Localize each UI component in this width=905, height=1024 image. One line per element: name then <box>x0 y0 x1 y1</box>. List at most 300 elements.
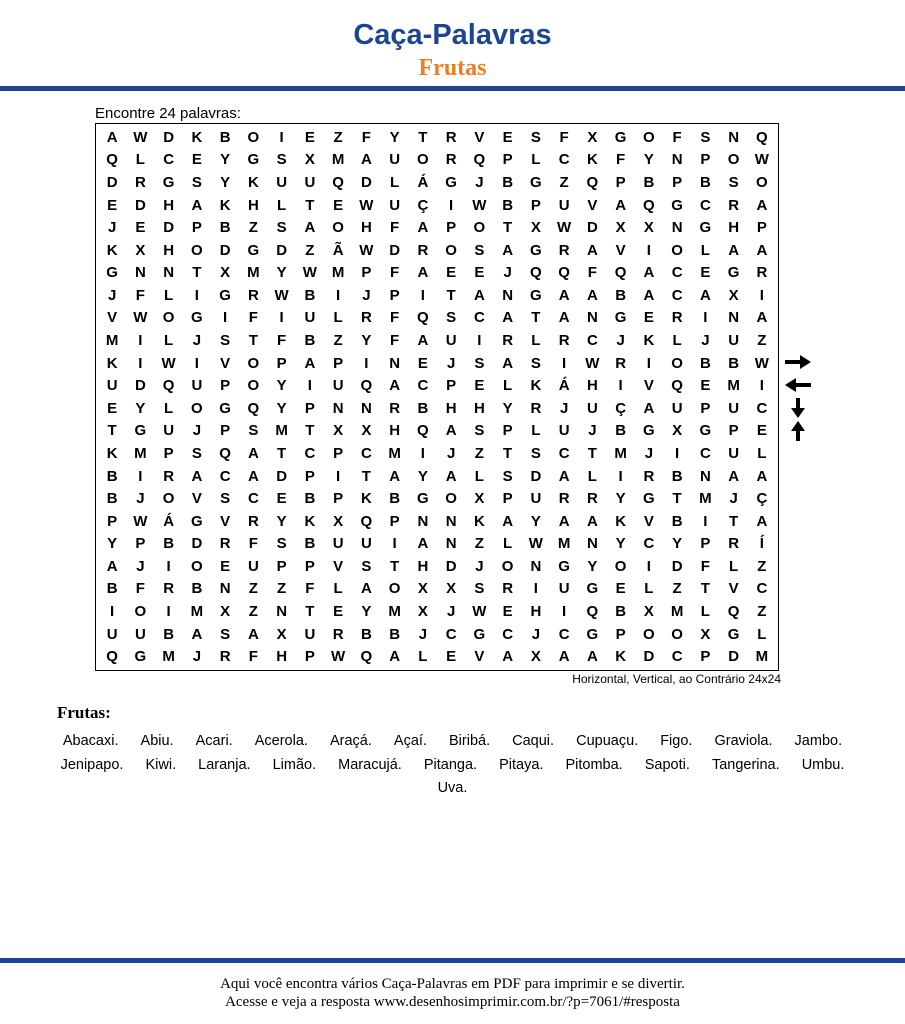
grid-cell: R <box>502 580 514 598</box>
grid-cell: U <box>530 490 542 508</box>
grid-cell: U <box>558 422 570 440</box>
grid-cell: S <box>191 173 202 191</box>
grid-cell: Z <box>672 580 682 598</box>
grid-cell: R <box>219 648 231 666</box>
grid-cell: Z <box>248 219 258 237</box>
grid-cell: X <box>728 286 739 304</box>
grid-cell: U <box>671 399 683 417</box>
grid-cell: I <box>336 286 341 304</box>
word-list <box>40 730 865 801</box>
grid-cell: A <box>558 467 570 485</box>
grid-cell: X <box>587 128 598 146</box>
grid-cell: A <box>728 467 740 485</box>
grid-cell: F <box>390 309 400 327</box>
grid-cell: K <box>643 332 655 350</box>
grid-cell: Á <box>417 173 429 191</box>
grid-cell: W <box>133 309 148 327</box>
grid-cell: C <box>417 377 429 395</box>
grid-cell: S <box>446 309 457 327</box>
grid-cell: J <box>559 399 569 417</box>
grid-cell: Y <box>276 377 287 395</box>
grid-cell: O <box>643 128 655 146</box>
grid-cell: G <box>643 490 655 508</box>
grid-cell: X <box>474 490 485 508</box>
word-list-item: Biribá. <box>449 733 491 749</box>
grid-cell: R <box>756 264 768 282</box>
grid-cell: J <box>475 173 484 191</box>
grid-cell: F <box>672 128 682 146</box>
grid-cell: Y <box>615 490 626 508</box>
grid-cell: O <box>727 151 740 169</box>
grid-cell: X <box>135 241 146 259</box>
grid-cell: U <box>728 399 740 417</box>
grid-cell: L <box>672 332 682 350</box>
grid-cell: O <box>671 241 683 259</box>
grid-cell: H <box>360 219 372 237</box>
grid-cell: M <box>670 603 684 621</box>
grid-cell: D <box>530 467 542 485</box>
grid-cell: K <box>615 512 627 530</box>
grid-cell: U <box>134 625 146 643</box>
grid-cell: J <box>588 422 597 440</box>
word-list-item: Acari. <box>195 733 233 749</box>
puzzle-instruction: Encontre 24 palavras: <box>95 105 241 122</box>
grid-cell: I <box>618 467 623 485</box>
grid-cell: P <box>756 219 767 237</box>
grid-cell: V <box>728 580 739 598</box>
grid-cell: G <box>614 128 627 146</box>
grid-cell: G <box>219 286 231 304</box>
grid-cell: N <box>163 264 175 282</box>
grid-cell: J <box>107 286 117 304</box>
grid-cell: J <box>446 444 456 462</box>
grid-cell: I <box>420 444 425 462</box>
grid-cell: C <box>247 490 259 508</box>
grid-cell: J <box>136 557 145 575</box>
grid-cell: A <box>586 512 598 530</box>
grid-cell: I <box>477 332 482 350</box>
grid-cell: S <box>502 467 513 485</box>
grid-cell: C <box>756 580 768 598</box>
grid-cell: P <box>163 444 174 462</box>
grid-cell: F <box>390 219 400 237</box>
grid-cell: R <box>247 512 259 530</box>
grid-cell: O <box>191 241 203 259</box>
grid-cell: P <box>700 399 711 417</box>
grid-cell: I <box>646 354 651 372</box>
grid-cell: U <box>360 535 372 553</box>
grid-cell: Q <box>417 309 429 327</box>
grid-cell: O <box>332 219 344 237</box>
grid-cell: P <box>502 422 513 440</box>
grid-cell: F <box>277 332 287 350</box>
grid-cell: X <box>220 603 231 621</box>
grid-cell: I <box>166 557 171 575</box>
grid-cell: I <box>392 535 397 553</box>
grid-cell: N <box>671 151 683 169</box>
grid-cell: X <box>304 151 315 169</box>
grid-cell: U <box>106 625 118 643</box>
grid-cell: H <box>417 557 429 575</box>
grid-cell: W <box>528 535 543 553</box>
grid-cell: W <box>274 286 289 304</box>
grid-cell: O <box>756 173 768 191</box>
grid-cell: G <box>191 309 203 327</box>
grid-cell: E <box>700 264 711 282</box>
grid-cell: B <box>106 467 118 485</box>
footer-line-2: Acesse e veja a resposta www.desenhosimprimir.com.br/?p=7061/#resposta <box>225 994 680 1010</box>
grid-cell: W <box>359 196 374 214</box>
grid-cell: A <box>756 196 768 214</box>
grid-cell: P <box>304 467 315 485</box>
grid-cell: Q <box>614 264 627 282</box>
grid-cell: Y <box>615 535 626 553</box>
grid-cell: Q <box>586 173 599 191</box>
grid-cell: V <box>643 377 654 395</box>
grid-cell: D <box>671 557 683 575</box>
word-list-item: Graviola. <box>714 733 773 749</box>
grid-cell: K <box>106 354 118 372</box>
grid-cell: P <box>304 648 315 666</box>
grid-cell: F <box>700 557 710 575</box>
grid-cell: A <box>756 241 768 259</box>
grid-cell: M <box>275 422 288 440</box>
grid-cell: N <box>445 535 457 553</box>
grid-cell: Á <box>163 512 175 530</box>
grid-cell: Q <box>360 648 373 666</box>
grid-cell: C <box>304 444 316 462</box>
grid-cell: E <box>756 422 767 440</box>
grid-cell: B <box>389 490 401 508</box>
grid-cell: U <box>247 557 259 575</box>
grid-cell: O <box>473 219 486 237</box>
grid-cell: O <box>614 557 627 575</box>
grid-cell: L <box>757 444 767 462</box>
grid-cell: G <box>191 512 203 530</box>
grid-cell: D <box>643 648 655 666</box>
grid-cell: Z <box>559 173 569 191</box>
grid-cell: L <box>757 625 767 643</box>
grid-cell: H <box>586 377 598 395</box>
grid-cell: L <box>164 399 174 417</box>
grid-cell: Z <box>757 557 767 575</box>
grid-cell: C <box>671 648 683 666</box>
grid-cell: U <box>586 399 598 417</box>
grid-cell: F <box>390 332 400 350</box>
grid-cell: Á <box>558 377 570 395</box>
grid-cell: F <box>559 128 569 146</box>
grid-cell: S <box>276 151 287 169</box>
grid-cell: L <box>729 557 739 575</box>
word-list-item: Caqui. <box>512 733 555 749</box>
grid-cell: R <box>417 241 429 259</box>
grid-cell: A <box>106 128 118 146</box>
word-list-item: Uva. <box>437 780 468 796</box>
grid-cell: Q <box>643 196 655 214</box>
grid-cell: I <box>533 580 538 598</box>
grid-cell: P <box>530 196 541 214</box>
grid-cell: S <box>220 490 231 508</box>
grid-cell: I <box>307 377 312 395</box>
grid-cell: K <box>106 444 118 462</box>
grid-cell: E <box>304 128 315 146</box>
grid-cell: T <box>192 264 202 282</box>
grid-cell: L <box>587 467 597 485</box>
grid-cell: X <box>700 625 711 643</box>
grid-cell: J <box>362 286 371 304</box>
word-list-item: Pitaya. <box>499 756 544 773</box>
top-divider <box>0 86 905 91</box>
grid-cell: V <box>615 241 626 259</box>
grid-cell: P <box>700 151 711 169</box>
grid-cell: P <box>276 354 287 372</box>
grid-cell: Q <box>247 399 260 417</box>
grid-cell: O <box>671 625 683 643</box>
grid-cell: A <box>417 332 429 350</box>
grid-cell: F <box>361 128 371 146</box>
grid-cell: R <box>389 399 401 417</box>
grid-cell: U <box>332 535 344 553</box>
grid-cell: Q <box>106 648 118 666</box>
grid-cell: T <box>587 444 597 462</box>
grid-cell: A <box>502 648 514 666</box>
grid-cell: R <box>530 399 542 417</box>
grid-cell: P <box>615 173 626 191</box>
grid-cell: V <box>474 128 485 146</box>
grid-cell: F <box>248 309 258 327</box>
grid-cell: S <box>191 444 202 462</box>
grid-cell: V <box>643 512 654 530</box>
grid-cell: X <box>530 219 541 237</box>
grid-cell: Y <box>276 399 287 417</box>
grid-cell: I <box>279 309 284 327</box>
grid-cell: K <box>615 648 627 666</box>
grid-cell: L <box>531 151 541 169</box>
grid-cell: R <box>332 625 344 643</box>
grid-cell: E <box>107 399 118 417</box>
grid-cell: M <box>331 151 345 169</box>
grid-cell: X <box>643 603 654 621</box>
grid-cell: M <box>755 648 769 666</box>
grid-cell: S <box>474 580 485 598</box>
grid-cell: A <box>586 648 598 666</box>
grid-cell: N <box>728 128 740 146</box>
grid-cell: N <box>360 399 372 417</box>
grid-cell: A <box>558 512 570 530</box>
grid-cell: A <box>445 467 457 485</box>
grid-cell: I <box>138 467 143 485</box>
grid-cell: Q <box>756 128 768 146</box>
grid-cell: B <box>615 286 627 304</box>
grid-cell: K <box>247 173 259 191</box>
grid-cell: M <box>105 332 119 350</box>
grid-cell: R <box>558 332 570 350</box>
grid-cell: W <box>585 354 600 372</box>
grid-cell: B <box>304 332 316 350</box>
grid-cell: T <box>672 490 682 508</box>
grid-cell: Z <box>333 332 343 350</box>
grid-cell: Í <box>759 535 764 553</box>
grid-cell: J <box>503 264 512 282</box>
grid-cell: T <box>418 128 428 146</box>
grid-cell: B <box>389 625 401 643</box>
grid-cell: A <box>247 467 259 485</box>
grid-cell: I <box>110 603 115 621</box>
grid-cell: P <box>615 625 626 643</box>
grid-cell: A <box>502 241 514 259</box>
grid-cell: V <box>474 648 485 666</box>
grid-cell: Q <box>586 603 599 621</box>
grid-cell: B <box>163 535 175 553</box>
grid-cell: D <box>276 467 288 485</box>
grid-cell: O <box>445 490 457 508</box>
grid-cell: Ç <box>417 196 429 214</box>
grid-cell: U <box>389 151 401 169</box>
grid-cell: L <box>135 151 145 169</box>
grid-cell: A <box>360 580 372 598</box>
grid-cell: O <box>247 354 260 372</box>
grid-cell: S <box>220 625 231 643</box>
grid-cell: U <box>332 377 344 395</box>
grid-cell: G <box>445 173 457 191</box>
grid-cell: K <box>586 151 598 169</box>
grid-cell: Y <box>220 151 231 169</box>
grid-cell: A <box>389 467 401 485</box>
grid-cell: S <box>530 128 541 146</box>
grid-cell: A <box>756 512 768 530</box>
grid-cell: B <box>106 490 118 508</box>
grid-cell: A <box>473 286 485 304</box>
grid-cell: U <box>191 377 203 395</box>
grid-cell: E <box>220 557 231 575</box>
grid-cell: D <box>134 377 146 395</box>
grid-cell: I <box>646 557 651 575</box>
grid-cell: N <box>417 512 429 530</box>
grid-cell: Y <box>643 151 654 169</box>
grid-cell: A <box>389 648 401 666</box>
grid-cell: L <box>333 309 343 327</box>
grid-cell: O <box>643 625 655 643</box>
grid-cell: F <box>135 580 145 598</box>
grid-cell: O <box>417 151 429 169</box>
grid-cell: D <box>134 196 146 214</box>
word-list-item: Abacaxi. <box>62 733 119 749</box>
grid-cell: P <box>700 535 711 553</box>
grid-cell: E <box>333 603 344 621</box>
grid-cell: J <box>418 625 428 643</box>
grid-cell: X <box>643 219 654 237</box>
word-list-item: Limão. <box>272 756 317 773</box>
grid-cell: G <box>247 151 260 169</box>
grid-cell: P <box>333 490 344 508</box>
grid-cell: L <box>164 286 174 304</box>
grid-cell: P <box>502 151 513 169</box>
grid-cell: D <box>106 173 118 191</box>
grid-cell: Z <box>277 580 287 598</box>
grid-cell: J <box>701 332 710 350</box>
grid-cell: B <box>304 286 316 304</box>
grid-cell: A <box>756 467 768 485</box>
grid-cell: D <box>276 241 288 259</box>
grid-cell: X <box>446 580 457 598</box>
grid-cell: R <box>671 309 683 327</box>
grid-cell: P <box>700 648 711 666</box>
grid-cell: I <box>449 196 454 214</box>
grid-cell: S <box>728 173 739 191</box>
word-list-item: Araçá. <box>329 733 372 749</box>
grid-cell: L <box>503 377 513 395</box>
grid-cell: E <box>446 264 457 282</box>
grid-cell: Y <box>107 535 118 553</box>
grid-cell: Y <box>135 399 146 417</box>
grid-cell: L <box>390 173 400 191</box>
grid-cell: B <box>728 354 740 372</box>
grid-cell: I <box>675 444 680 462</box>
grid-cell: C <box>219 467 231 485</box>
grid-cell: Y <box>672 535 683 553</box>
grid-cell: Y <box>530 512 541 530</box>
grid-cell: T <box>503 444 513 462</box>
grid-cell: B <box>417 399 429 417</box>
grid-cell: Q <box>671 377 683 395</box>
grid-cell: O <box>247 377 260 395</box>
grid-cell: U <box>445 332 457 350</box>
grid-cell: P <box>728 422 739 440</box>
grid-cell: I <box>364 354 369 372</box>
grid-cell: P <box>333 354 344 372</box>
grid-cell: S <box>530 354 541 372</box>
grid-cell: P <box>389 286 400 304</box>
grid-cell: N <box>502 286 514 304</box>
grid-cell: D <box>586 219 598 237</box>
grid-cell: C <box>163 151 175 169</box>
grid-cell: G <box>671 196 683 214</box>
grid-cell: A <box>643 264 655 282</box>
grid-cell: A <box>417 535 429 553</box>
grid-cell: Ç <box>615 399 627 417</box>
grid-cell: U <box>728 332 740 350</box>
grid-cell: B <box>304 535 316 553</box>
grid-cell: U <box>304 309 316 327</box>
grid-cell: P <box>502 490 513 508</box>
grid-cell: A <box>502 309 514 327</box>
grid-cell: B <box>304 490 316 508</box>
grid-cell: E <box>276 490 287 508</box>
grid-cell: I <box>194 354 199 372</box>
grid-cell: P <box>276 557 287 575</box>
grid-cell: I <box>166 603 171 621</box>
grid-cell: P <box>446 377 457 395</box>
grid-cell: V <box>333 557 344 575</box>
grid-cell: J <box>192 422 202 440</box>
grid-cell: L <box>418 648 428 666</box>
grid-cell: E <box>135 219 146 237</box>
grid-cell: H <box>276 648 288 666</box>
grid-cell: Z <box>248 580 258 598</box>
grid-cell: J <box>475 557 484 575</box>
grid-cell: L <box>644 580 654 598</box>
page-subtitle: Frutas <box>418 55 487 81</box>
grid-cell: S <box>474 354 485 372</box>
grid-cell: R <box>643 467 655 485</box>
grid-cell: J <box>446 603 456 621</box>
grid-cell: F <box>248 648 258 666</box>
grid-cell: A <box>558 286 570 304</box>
grid-cell: S <box>530 444 541 462</box>
grid-cell: M <box>331 264 345 282</box>
word-list-item: Umbu. <box>801 756 845 773</box>
up-arrow-icon <box>783 419 813 442</box>
